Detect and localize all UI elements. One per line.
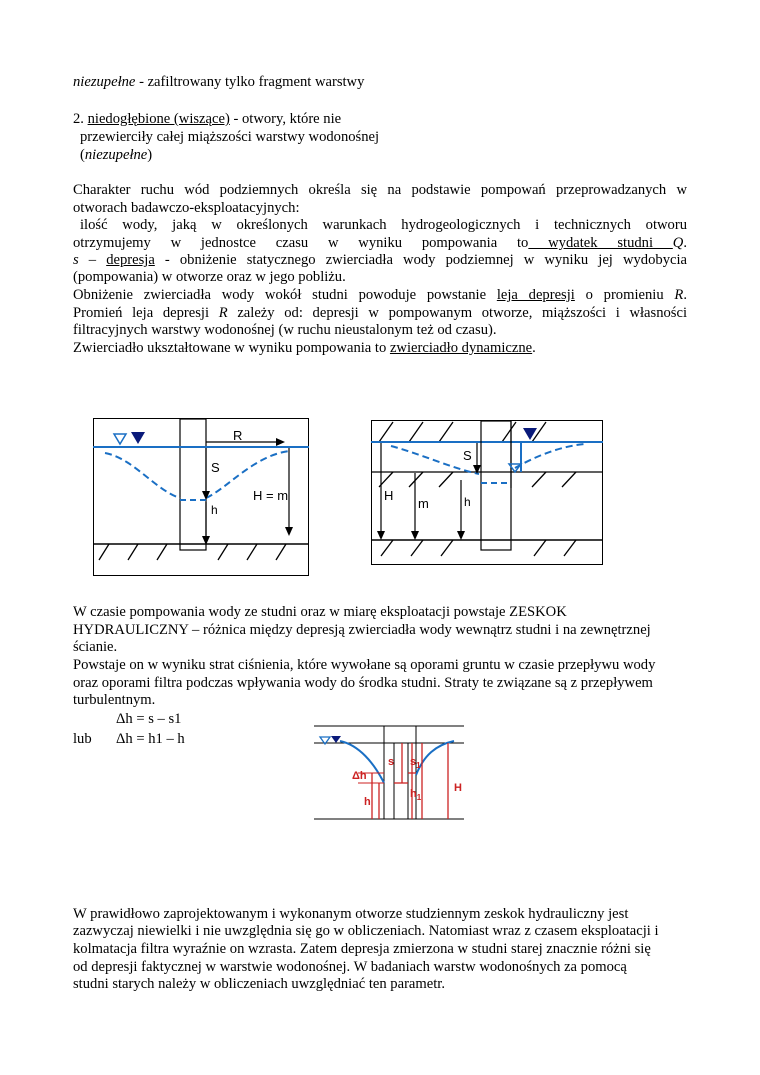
para3-line-2: zazwyczaj niewielki i nie uwzględnia się go w obliczeniach. Natomiast wraz z czasem eksploatacji i — [73, 923, 659, 939]
para2-line-1: W czasie pompowania wody ze studni oraz w miarę eksploatacji powstaje ZESKOK — [73, 604, 567, 620]
fig1-Hm-label: H = m — [253, 488, 289, 503]
figure-complete-well — [93, 418, 309, 576]
para1-line-7: Obniżenie zwierciadła wody wokół studni powoduje powstanie leja depresji o promieniu R. — [73, 287, 687, 303]
para1-line-6: (pompowania) w otworze oraz w jego pobliżu. — [73, 269, 346, 285]
para1-line-8: Promień leja depresji R zależy od: depresji w pompowanym otworze, miąższości i własności — [73, 305, 688, 321]
figure-hydraulic-jump — [314, 725, 464, 825]
para2-line-3: ścianie. — [73, 639, 118, 655]
term-niedoglebione: niedogłębione (wiszące) — [87, 111, 230, 127]
formula-1: Δh = s – s1 — [116, 711, 182, 727]
fig1-s-label: S — [211, 460, 220, 475]
formula-2: Δh = h1 – h — [116, 731, 185, 747]
para2-line-2: HYDRAULICZNY – różnica między depresją zwierciadła wody wewnątrz studni i na zewnętrznej — [73, 622, 651, 638]
static-level-marker — [114, 434, 126, 444]
para1-line-1: Charakter ruchu wód podziemnych określa się na podstawie pompowań przeprowadzanych w — [73, 182, 687, 198]
term-lej-depresji: leja depresji — [496, 287, 575, 303]
intro-line-3: przewierciły całej miąższości warstwy wodonośnej — [80, 129, 380, 145]
para3-line-1: W prawidłowo zaprojektowanym i wykonanym otworze studziennym zeskok hydrauliczny jest — [73, 906, 629, 922]
para1-line-5: s – depresja - obniżenie statycznego zwierciadła wody podziemnej w wyniku jej wydobycia — [73, 252, 687, 268]
fig3-h-label: h — [364, 796, 371, 808]
fig2-h-label: h — [464, 495, 471, 509]
intro-line-2: 2. niedogłębione (wiszące) - otwory, które nie — [73, 111, 342, 127]
intro-line-4: (niezupełne) — [80, 147, 153, 163]
formula-lub: lub — [73, 731, 92, 747]
fig3-H-label: H — [454, 782, 462, 794]
para1-line-3: ilość wody, jaką w określonych warunkach hydrogeologicznych i technicznych otworu — [80, 217, 687, 233]
para2-line-4: Powstaje on w wyniku strat ciśnienia, które wywołane są oporami gruntu w czasie przepływu wody — [73, 657, 656, 673]
figure-incomplete-well — [371, 420, 603, 565]
para3-line-5: studni starych należy w obliczeniach uwzględniać ten parametr. — [73, 976, 445, 992]
fig1-h-label: h — [211, 503, 218, 517]
fig2-m-label: m — [418, 496, 429, 511]
para2-line-6: turbulentnym. — [73, 692, 156, 708]
fig2-s-label: S — [463, 448, 472, 463]
intro-line-1: niezupełne - zafiltrowany tylko fragment warstwy — [73, 74, 365, 90]
term-niezupelne: niezupełne — [73, 74, 136, 90]
para1-line-9: filtracyjnych warstwy wodonośnej (w ruchu nieustalonym też od czasu). — [73, 322, 497, 338]
para1-line-2: otworach badawczo-eksploatacyjnych: — [73, 200, 300, 216]
para1-line-10: Zwierciadło ukształtowane w wyniku pompowania to zwierciadło dynamiczne. — [73, 340, 536, 356]
dynamic-level-marker — [131, 432, 145, 444]
term-zwierciadlo-dynamiczne: zwierciadło dynamiczne — [389, 340, 533, 356]
term-wydatek: wydatek studni — [528, 235, 673, 251]
fig1-R-label: R — [233, 428, 243, 443]
para2-line-5: oraz oporami filtra podczas wpływania wody do środka studni. Straty te związane są z przepływem — [73, 675, 653, 691]
fig3-dh-label: Δh — [352, 770, 367, 782]
fig3-h1-label: $h_1$ — [410, 788, 422, 802]
fig2-H-label: H — [384, 488, 394, 503]
fig3-s1-label: $s_1$ — [410, 756, 421, 770]
para3-line-4: od depresji faktycznej w warstwie wodonośnej. W badaniach warstw wodonośnych za pomocą — [73, 959, 627, 975]
term-depresja: depresja — [106, 252, 155, 268]
para3-line-3: kolmatacja filtra wyraźnie on wzrasta. Zatem depresja zmierzona w studni starej znacznie różni się — [73, 941, 651, 957]
para1-line-4: otrzymujemy w jednostce czasu w wyniku pompowania to wydatek studni Q. — [73, 235, 687, 251]
fig3-s-label: s — [388, 756, 395, 768]
